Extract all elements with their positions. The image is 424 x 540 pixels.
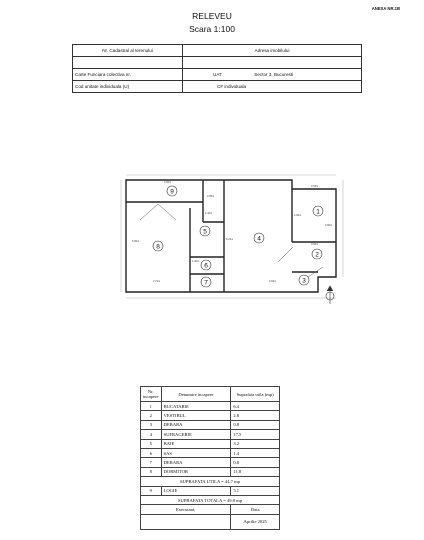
table-row: [141, 402, 280, 411]
scale-label: Scara 1:100: [189, 24, 235, 34]
cf-individuala-label: CF individuala: [217, 84, 247, 89]
row-nr: 1: [141, 402, 162, 411]
table-row: [141, 448, 280, 457]
row-name: BUCATARIE: [161, 402, 231, 411]
data-value: Aprilie 2025: [231, 514, 280, 529]
row-nr: 7: [141, 458, 162, 467]
table-row: [141, 411, 280, 420]
dim-label: 2.80m: [325, 224, 333, 227]
suprafata-utila: SUPRAFATA UTILA = 44.7 mp: [141, 477, 280, 486]
table-row: [141, 439, 280, 448]
row-nr: 4: [141, 430, 162, 439]
dim-label: 5.96m: [132, 240, 140, 243]
dim-label: 3.56m: [311, 243, 319, 246]
cf-colectiva-label: Carte Funciara colectiva nr.: [73, 69, 183, 81]
document-title: RELEVEU: [192, 11, 232, 21]
table-row: [141, 467, 280, 476]
dimension-labels: [132, 180, 332, 283]
dim-label: 2.94m: [269, 280, 277, 283]
room-label-5: 5: [203, 228, 207, 236]
data-label: Data: [231, 505, 280, 514]
signature-row: [141, 514, 280, 529]
dim-label: 2.95m: [207, 195, 215, 198]
table-row: [141, 430, 280, 439]
annex-number: ANEXA NR.1B: [371, 6, 400, 11]
room-label-8: 8: [156, 243, 160, 251]
header-table: [72, 44, 362, 93]
row-area: 1.4: [231, 448, 280, 457]
row-nr: 9: [141, 486, 162, 495]
row-nr: 3: [141, 420, 162, 429]
executant-row: [141, 505, 280, 514]
uat-value: Sector 3, Bucuresti: [254, 72, 294, 77]
cadastral-label: Nr. Cadastral al terenului: [73, 45, 183, 57]
cadastral-value: [73, 57, 183, 69]
row-name: SUFRAGERIE: [161, 430, 231, 439]
dim-label: 4.06m: [164, 181, 172, 184]
suprafata-totala: SUPRAFATA TOTALA = 49.8 mp: [141, 495, 280, 504]
row-nr: 2: [141, 411, 162, 420]
dim-label: 3.56m: [311, 185, 319, 188]
col-name-header: Denumire incapere: [161, 387, 231, 402]
room-label-9: 9: [170, 188, 174, 196]
room-label-2: 2: [315, 251, 319, 259]
uat-cell: [183, 69, 362, 81]
address-label: Adresa imobilului: [183, 45, 362, 57]
address-value: [183, 57, 362, 69]
row-nr: 8: [141, 467, 162, 476]
room-label-7: 7: [204, 279, 208, 287]
table-row: [141, 458, 280, 467]
row-area: 3.2: [231, 439, 280, 448]
table-row: [141, 486, 280, 495]
header-row: [73, 57, 362, 69]
cod-label: Cod unitate individuala (U): [73, 81, 183, 93]
dim-label: 1.40m: [205, 212, 213, 215]
row-nr: 5: [141, 439, 162, 448]
cf-individuala-cell: [183, 81, 362, 93]
dim-label: 2.72m: [153, 280, 161, 283]
row-area: 2.8: [231, 411, 280, 420]
dim-label: 1.40m: [192, 260, 200, 263]
header-row: [73, 69, 362, 81]
rooms-table-header: [141, 387, 280, 402]
row-name: DEBARA: [161, 458, 231, 467]
col-area-header: Suprafata utila (mp): [231, 387, 280, 402]
floor-plan: [118, 172, 348, 307]
row-name: LOGIE: [161, 486, 231, 495]
north-arrow-icon: [326, 286, 334, 304]
row-name: DEBARA: [161, 420, 231, 429]
table-row: [141, 420, 280, 429]
signature-cell: [141, 514, 231, 529]
header-row: [73, 45, 362, 57]
row-area: 6.4: [231, 402, 280, 411]
room-label-1: 1: [316, 208, 320, 216]
rooms-table: [140, 386, 280, 530]
row-name: DORMITOR: [161, 467, 231, 476]
col-nr-header: Nr. incapere: [141, 387, 162, 402]
executant-label: Executant,: [141, 505, 231, 514]
dim-label: 6.22m: [226, 238, 234, 241]
uat-label: UAT: [213, 72, 222, 77]
room-label-4: 4: [257, 235, 261, 243]
row-name: VESTIBUL: [161, 411, 231, 420]
header-row: [73, 81, 362, 93]
row-area: 0.8: [231, 420, 280, 429]
row-name: SAS: [161, 448, 231, 457]
row-area: 5.1: [231, 486, 280, 495]
row-area: 17.5: [231, 430, 280, 439]
row-area: 0.8: [231, 458, 280, 467]
row-nr: 6: [141, 448, 162, 457]
dim-label: 2.96m: [294, 214, 302, 217]
row-area: 11.8: [231, 467, 280, 476]
room-label-6: 6: [204, 262, 208, 270]
room-label-3: 3: [302, 277, 306, 285]
total-useful-row: [141, 477, 280, 486]
total-row: [141, 495, 280, 504]
row-name: BAIE: [161, 439, 231, 448]
